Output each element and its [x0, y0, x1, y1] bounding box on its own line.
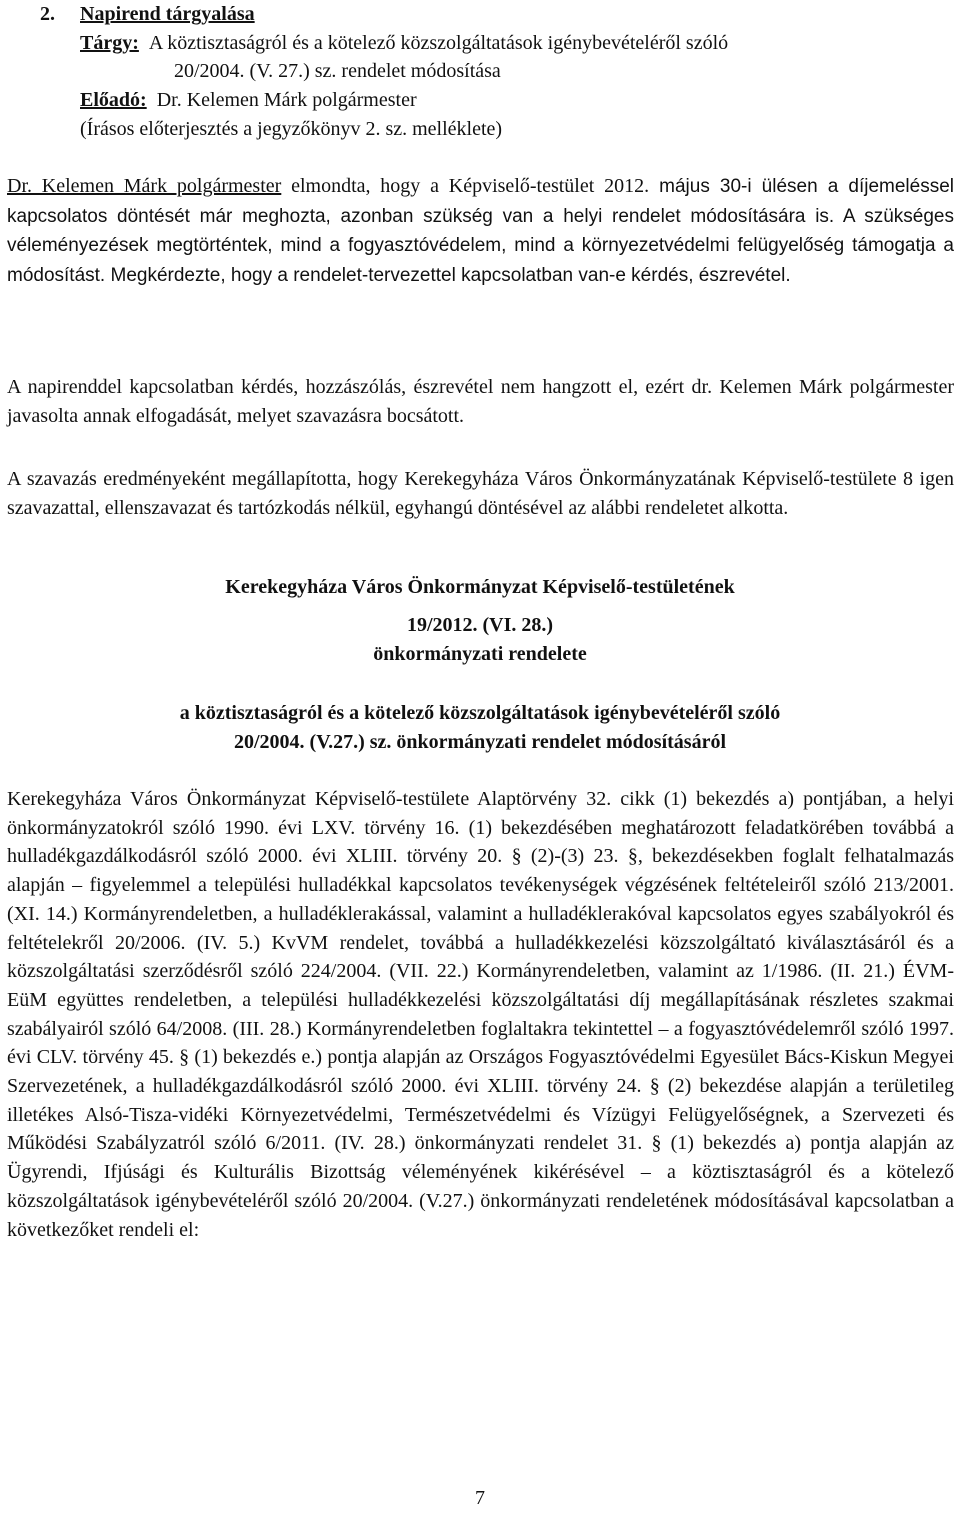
preamble-text: Kerekegyháza Város Önkormányzat Képviselő-testülete Alaptörvény 32. cikk (1) bekezdés a) pontjában, a helyi önkormányzatokról szóló 1990. évi LXV. törvény 16. (1) bekezdésében meghatározott feladatkörében továbbá a hulladékgazdálkodásról szóló 2000. évi XLIII. törvény 20. § (2)-(3) 23. §, bekezdésekben foglalt felhatalmazás alapján – figyelemmel a települési hulladékkal kapcsolatos tevékenységek végzésének feltételeiről szóló 213/2001. (XI. 14.) Kormányrendeletben, a hulladéklerakással, valamint a hulladéklerakóval kapcsolatos egyes szabályokról és feltételekről 20/2006. (IV. 5.) KvVM rendelet, továbbá a hulladékkezelési közszolgáltató kiválasztásáról és a közszolgáltatási szerződésről szóló 224/2004. (VII. 22.) Kormányrendeletben, valamint az 1/1986. (II. 21.) ÉVM-EüM együttes rendeletben, a települési hulladékkezelési közszolgáltatási díj megállapításának részletes szakmai szabályairól szóló 64/2008. (III. 28.) Kormányrendeletben foglaltakra tekintettel – a fogyasztóvédelemről szóló 1997. évi CLV. törvény 45. § (1) bekezdés e.) pontja alapján az Országos Fogyasztóvédelmi Egyesület Bács-Kiskun Megyei Szervezetének, a hulladékgazdálkodásról szóló 2000. évi XLIII. törvény 24. § (2) bekezdése alapján a területileg illetékes Alsó-Tisza-vidéki Környezetvédelmi, Természetvédelmi és Vízügyi Felügyelőségnek, a Szervezeti és Működési Szabályzatról szóló 6/2011. (IV. 28.) önkormányzati rendelet 31. § (1) bekezdés a) pontja alapján az Ügyrendi, Ifjúsági és Kulturális Bizottság véleményének kikérésével – a köztisztaságról és a kötelező közszolgáltatások igénybevételéről szóló 20/2004. (V.27.) önkormányzati rendeletének módosításával kapcsolatban a következőket rendeli el:: [7, 788, 954, 1241]
statement-sans: május 30-i ülésen a díjemeléssel kapcsolatos döntését már meghozta, azonban szükség van a helyi rendelet módosítására is. A szükséges véleményezések megtörténtek, mind a fogyasztóvédelem, mind a környezetvédelmi felügyelőség támogatja a módosítást. Megkérdezte, hogy a rendelet-tervezettel kapcsolatban van-e kérdés, észrevétel.: [7, 176, 954, 287]
subject-label: Tárgy:: [80, 31, 139, 54]
agenda-heading: Napirend tárgyalása: [80, 3, 255, 25]
speaker-name: Dr. Kelemen Márk polgármester: [7, 175, 282, 197]
statement-serif: elmondta, hogy a Képviselő-testület 2012.: [281, 175, 650, 197]
decree-preamble: [7, 785, 954, 1244]
agenda-heading-row: [40, 0, 940, 29]
subject-text: A köztisztaságról és a kötelező közszolgáltatások igénybevételéről szóló: [148, 31, 729, 54]
no-comments-text: A napirenddel kapcsolatban kérdés, hozzászólás, észrevétel nem hangzott el, ezért dr. Kelemen Márk polgármester javasolta annak elfogadását, melyet szavazásra bocsátott.: [7, 376, 954, 427]
paragraph-no-comments: [7, 373, 954, 430]
agenda-item: [40, 0, 940, 144]
decree-title-line-5: 20/2004. (V.27.) sz. önkormányzati rendelet módosításáról: [233, 731, 726, 753]
subject-row-2: 20/2004. (V. 27.) sz. rendelet módosítása: [174, 60, 501, 83]
paragraph-mayor-statement: [7, 172, 954, 291]
agenda-number: 2.: [40, 3, 55, 25]
paragraph-vote-result: [7, 465, 954, 522]
decree-title-line-2: 19/2012. (VI. 28.): [406, 614, 554, 636]
presenter-name: Dr. Kelemen Márk polgármester: [156, 89, 417, 112]
decree-title-line-3: önkormányzati rendelete: [373, 643, 587, 665]
decree-title-line-1: Kerekegyháza Város Önkormányzat Képviselő-testületének: [225, 576, 735, 598]
decree-title-line-4: a köztisztaságról és a kötelező közszolgáltatások igénybevételéről szóló: [179, 702, 781, 724]
attachment-note: (Írásos előterjesztés a jegyzőkönyv 2. sz. melléklete): [80, 117, 503, 140]
presenter-label: Előadó:: [80, 89, 147, 112]
presenter-row: [40, 86, 940, 115]
page-number: 7: [475, 1487, 485, 1509]
vote-result-text: A szavazás eredményeként megállapította, hogy Kerekegyháza Város Önkormányzatának Képviselő-testülete 8 igen szavazattal, ellenszavazat és tartózkodás nélkül, egyhangú döntésével az alábbi rendeletet alkotta.: [7, 468, 954, 519]
subject-row: [40, 29, 940, 58]
